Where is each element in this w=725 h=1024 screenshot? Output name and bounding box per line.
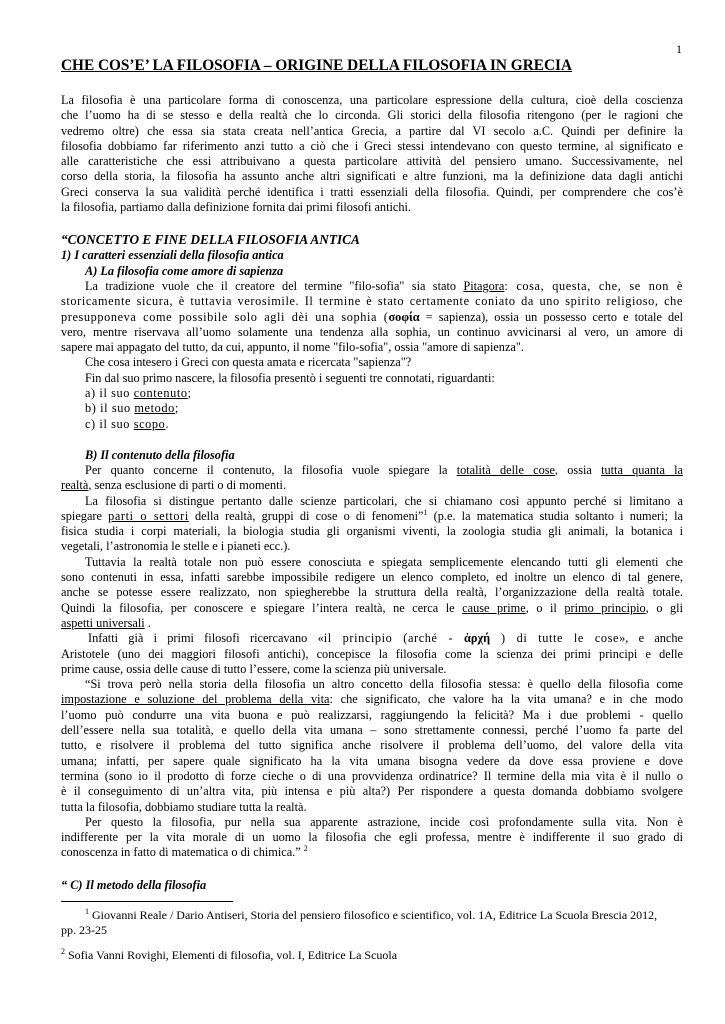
text-line: Che cosa intesero i Greci con questa amata e ricercata "sapienza"? <box>85 355 412 370</box>
footnote-separator <box>61 901 233 902</box>
subsection-heading-1: 1) I caratteri essenziali della filosofia antica <box>61 248 284 262</box>
text-line: fisica studia i corpi materiali, la biologia studia gli organismi viventi, la zoologia studia gli animali, la botanica i <box>61 524 683 539</box>
greek-sophia: σοφία <box>388 309 420 324</box>
intro-line: corso della storia, la filosofia ha assunto anche altri significati e altre funzioni, ma la definizione data dagli antichi <box>61 169 683 184</box>
text-line: vero, mentre riservava all’uomo solamente una tendenza alla sophia, un continuo avvicinarsi al vero, un amore di <box>61 324 683 339</box>
intro-line: Greci conserva la sua validità perché identifica i tratti essenziali della filosofia. Quindi, per comprendere che cos’è <box>61 184 683 199</box>
text-line: Per questo la filosofia, pur nella sua apparente astrazione, incide così profondamente sulla vita. Non è <box>85 814 683 829</box>
intro-line: che l’uomo ha di se stesso e della realtà che lo circonda. Gli storici della filosofia ritengono (per le ragioni che <box>61 108 683 123</box>
list-item-a: a) il suo contenuto; <box>85 386 192 401</box>
intro-line: La filosofia è una particolare forma di conoscenza, una particolare espressione della cultura, cioè della coscienza <box>61 93 683 107</box>
text-line: Infatti già i primi filosofi ricercavano «il principio (arché - ἀρχή ) di tutte le cose», e anche <box>88 631 683 646</box>
text-line: Tuttavia la realtà totale non può essere conosciuta e spiegata semplicemente elencando tutti gli elementi che <box>85 554 683 569</box>
page-title: CHE COS’E’ LA FILOSOFIA – ORIGINE DELLA FILOSOFIA IN GRECIA <box>61 57 572 74</box>
text-line: conoscenza in fatto di matematica o di chimica.” $^2$ <box>61 844 308 860</box>
section-a-paragraph <box>61 279 683 432</box>
subsection-a-heading: A) La filosofia come amore di sapienza <box>85 264 284 278</box>
footnote-ref-2: 2 <box>303 844 308 854</box>
text-line: anche se potesse essere realizzato, non spiegherebbe la struttura della realtà, l’organizzazione della realtà totale. <box>61 585 683 600</box>
text-line: è il conseguimento di un’altra vita, più intensa e più alta?) Per rispondere a questa domanda dobbiamo svolgere <box>61 784 683 799</box>
text-line: aspetti universali . <box>61 615 151 630</box>
text-line: sono contenuti in essa, infatti sarebbe impossibile redigere un elenco completo, ed inoltre un elenco di tal genere, <box>61 570 683 585</box>
text-line: indifferente per la vita morale di un uomo la filosofia che egli professa, mentre è indifferente il suo grado di <box>61 830 683 845</box>
list-item-b: b) il suo metodo; <box>85 401 179 416</box>
text-line: La filosofia si distingue pertanto dalle scienze particolari, che si chiamano così appunto perché si limitano a <box>85 493 683 508</box>
intro-paragraph <box>61 93 683 215</box>
text-line: La tradizione vuole che il creatore del termine "filo-sofia" sia stato Pitagora: cosa, questa, che, se non è <box>85 279 683 293</box>
text-line: dell’essere nella sua totalità, e quello della vita umana – sono strettamente connessi, perché l’uomo fa parte del <box>61 723 683 738</box>
text-line: Aristotele (uno dei maggiori filosofi antichi), concepisce la filosofia come la scienza dei primi principi e delle <box>61 646 683 661</box>
text-line: vegetali, l’astronomia le stelle e i pianeti ecc.). <box>61 539 291 554</box>
text-line: l’uomo può condurre una vita buona e può realizzarsi, raggiungendo la felicità? Ma i due problemi - quello <box>61 707 683 722</box>
intro-line: filosofia dobbiamo far riferimento anzi tutto a ciò che i Greci stessi intendevano con questo termine, al significato e <box>61 138 683 153</box>
text-line: spiegare parti o settori della realtà, gruppi di cose o di fenomeni”$^1$ (p.e. la matematica studia soltanto i numeri; la <box>61 507 683 523</box>
pitagora-link-text: Pitagora <box>463 279 505 293</box>
section-b-paragraph <box>61 463 683 861</box>
text-line: storicamente sicura, è tuttavia verosimile. Il termine è stato certamente coniato da uno spirito religioso, che <box>61 294 683 309</box>
text-line: termina (sono io il prodotto di forze cieche o di una provvidenza ordinatrice? Il termine della mia vita è il nullo o <box>61 768 683 783</box>
text-line: prime cause, ossia delle cause di tutto l’essere, come la scienza più universale. <box>61 661 447 676</box>
text-line: tutta la filosofia, dobbiamo studiare tutta la realtà. <box>61 799 307 814</box>
text-line: impostazione e soluzione del problema della vita: che significato, che valore ha la vita umana? e in che modo <box>61 692 683 707</box>
text-line: umana; infatti, per sapere quale significato ha la vita umana bisogna vedere da dove essa proviene e dove <box>61 753 683 768</box>
text-line: presupponeva come possibile solo agli dèi una sophia (σοφία = sapienza), ossia un possesso certo e totale del <box>61 309 683 324</box>
text-line: tutto, e risolvere il problema del tutto significa anche risolvere il problema dell’uomo, del valore della vita <box>61 738 683 753</box>
intro-line: vedremo oltre) che essa sia stata creata nell’antica Grecia, a partire dal VI secolo a.C. Quindi per definire la <box>61 123 683 138</box>
text-line: “Si trova però nella storia della filosofia un altro concetto della filosofia stessa: è quello della filosofia come <box>85 677 683 692</box>
section-heading: “CONCETTO E FINE DELLA FILOSOFIA ANTICA <box>61 232 360 247</box>
subsection-b-heading: B) Il contenuto della filosofia <box>85 448 235 462</box>
text-line: Fin dal suo primo nascere, la filosofia presentò i seguenti tre connotati, riguardanti: <box>85 370 495 385</box>
intro-line: la filosofia, partiamo dalla definizione fornita dai primi filosofi antichi. <box>61 200 412 215</box>
text-line: Quindi la filosofia, per conoscere e spiegare l’intera realtà, ne cerca le cause prime, o il primo principio, o gli <box>61 600 683 615</box>
text-line: realtà, senza esclusione di parti o di momenti. <box>61 478 287 493</box>
intro-line: alle caratteristiche che essi attribuivano a questa particolare attività del pensiero umano. Successivamente, nel <box>61 154 683 169</box>
text-line: sapere mai appagato del tutto, da cui, appunto, il nome "filo-sofia", ossia "amore di sapienza". <box>61 340 524 355</box>
subsection-c-heading: “ C) Il metodo della filosofia <box>61 878 207 892</box>
list-item-c: c) il suo scopo. <box>85 416 170 431</box>
footnote-ref-1: 1 <box>423 507 428 517</box>
greek-arche: ἀρχή <box>464 631 491 646</box>
footnote-1: $^1$ Giovanni Reale / Dario Antiseri, Storia del pensiero filosofico e scientifico, vol. 1A, Editrice La Scuola Brescia 2012, pp. 23-25 <box>61 907 658 937</box>
text-line: Per quanto concerne il contenuto, la filosofia vuole spiegare la totalità delle cose, ossia tutta quanta la <box>85 463 683 477</box>
page-number: 1 <box>676 42 682 56</box>
footnote-2: $^2$ Sofia Vanni Rovighi, Elementi di filosofia, vol. I, Editrice La Scuola <box>61 947 398 962</box>
